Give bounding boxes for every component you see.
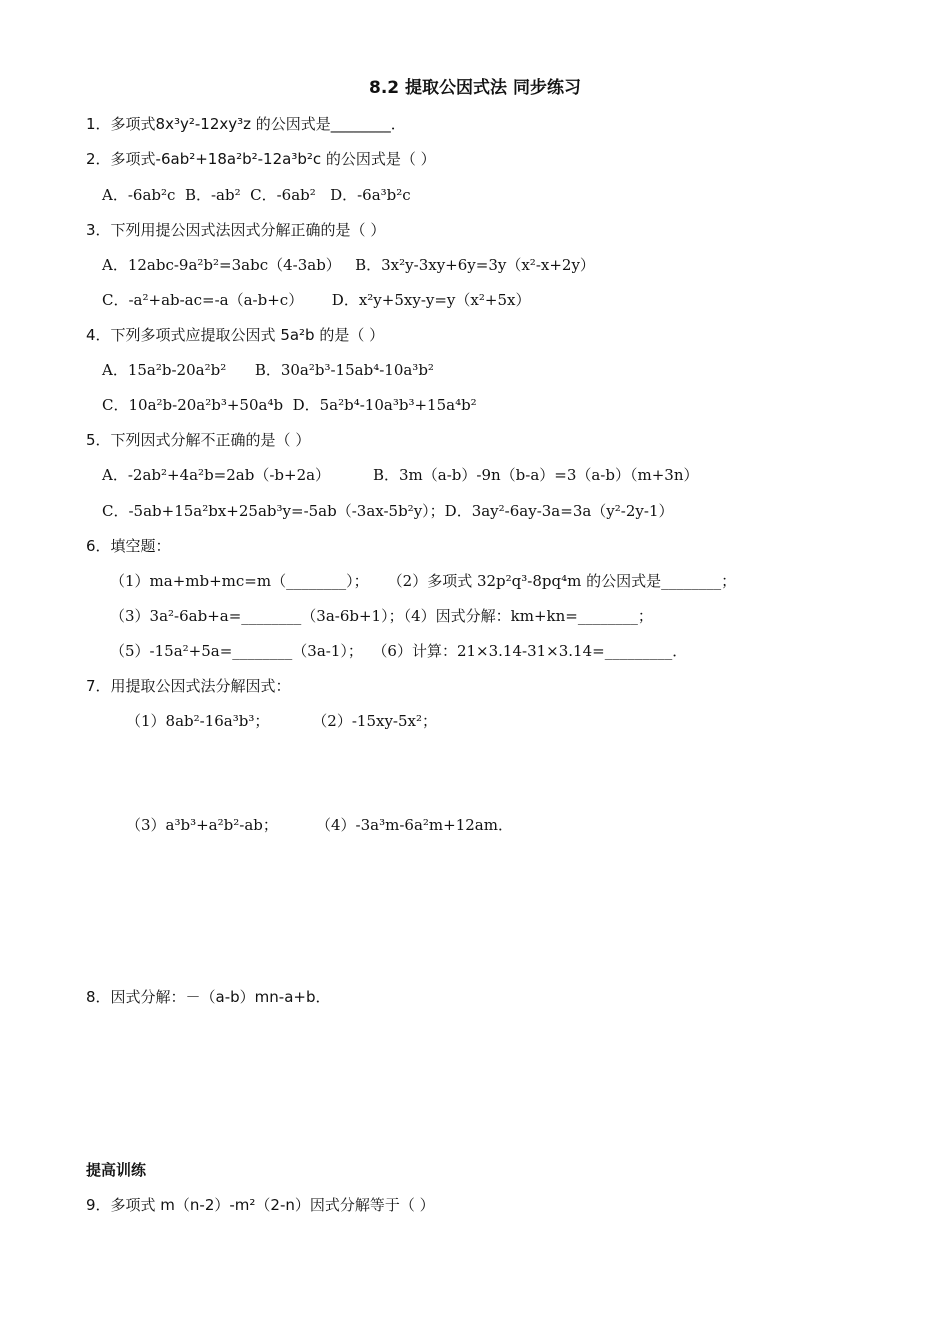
question-9: 9．多项式 m（n-2）-m²（2-n）因式分解等于（ ）: [86, 1196, 435, 1214]
question-4-options-cd: C．10a²b-20a²b³+50a⁴b D．5a²b⁴-10a³b³+15a⁴b²: [102, 396, 477, 414]
question-6-row-1: （1）ma+mb+mc=m（________）； （2）多项式 32p²q³-8pq⁴m 的公因式是________；: [110, 572, 737, 590]
question-6-row-3: （5）-15a²+5a=________（3a-1）； （6）计算：21×3.14-31×3.14=_________．: [110, 642, 688, 660]
question-7: 7．用提取公因式法分解因式：: [86, 677, 291, 695]
section-heading: 提高训练: [86, 1161, 147, 1179]
question-5-options-cd: C．-5ab+15a²bx+25ab³y=-5ab（-3ax-5b²y）；D．3ay²-6ay-3a=3a（y²-2y-1）: [102, 502, 674, 520]
question-6: 6．填空题：: [86, 537, 171, 555]
question-7-row-1: （1）8ab²-16a³b³； （2）-15xy-5x²；: [126, 712, 438, 730]
question-2: 2．多项式-6ab²+18a²b²-12a³b²c 的公因式是（ ）: [86, 150, 436, 168]
question-6-row-2: （3）3a²-6ab+a=________（3a-6b+1）；（4）因式分解：km+kn=________；: [110, 607, 653, 625]
question-3: 3．下列用提公因式法因式分解正确的是（ ）: [86, 221, 386, 239]
question-4-options-ab: A．15a²b-20a²b² B．30a²b³-15ab⁴-10a³b²: [102, 361, 434, 379]
question-1: 1．多项式8x³y²-12xy³z 的公因式是________．: [86, 115, 406, 133]
question-3-options-cd: C．-a²+ab-ac=-a（a-b+c） D．x²y+5xy-y=y（x²+5x）: [102, 291, 531, 309]
question-5: 5．下列因式分解不正确的是（ ）: [86, 431, 311, 449]
question-3-options-ab: A．12abc-9a²b²=3abc（4-3ab） B．3x²y-3xy+6y=3y（x²-x+2y）: [102, 256, 595, 274]
question-2-options: A．-6ab²c B．-ab² C．-6ab² D．-6a³b²c: [102, 186, 411, 204]
question-4: 4．下列多项式应提取公因式 5a²b 的是（ ）: [86, 326, 385, 344]
question-5-options-ab: A．-2ab²+4a²b=2ab（-b+2a） B．3m（a-b）-9n（b-a）=3（a-b）（m+3n）: [102, 466, 699, 484]
question-7-row-2: （3）a³b³+a²b²-ab； （4）-3a³m-6a²m+12am．: [126, 816, 513, 834]
question-8: 8．因式分解：－（a-b）mn-a+b．: [86, 988, 331, 1006]
page-title: 8.2 提取公因式法 同步练习: [369, 78, 581, 98]
